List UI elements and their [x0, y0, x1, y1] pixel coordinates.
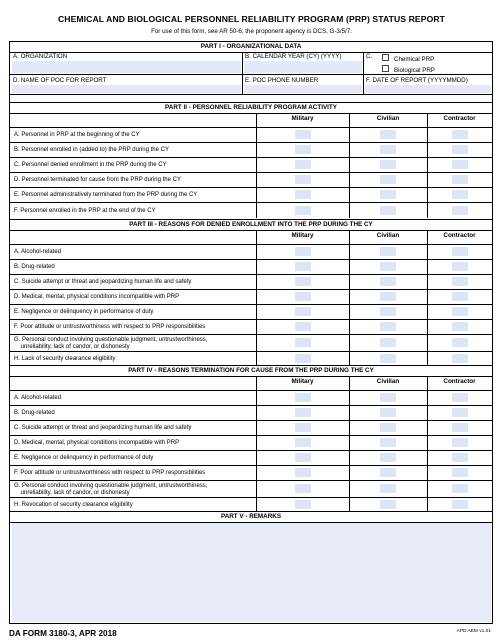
chemical-prp-checkbox[interactable]	[382, 54, 389, 61]
count-field-contractor[interactable]	[452, 262, 468, 271]
count-field-civilian[interactable]	[380, 468, 396, 477]
row-label: E. Negligence or delinquency in performance of duty	[14, 455, 154, 462]
remarks-field[interactable]	[12, 523, 491, 622]
row-label: D. Medical, mental, physical conditions incompatible with PRP	[14, 294, 180, 301]
row-label: D. Medical, mental, physical conditions incompatible with PRP	[14, 440, 180, 447]
count-field-military[interactable]	[295, 393, 311, 402]
poc-phone-label: E. POC PHONE NUMBER	[245, 77, 319, 84]
count-field-military[interactable]	[295, 307, 311, 316]
count-field-contractor[interactable]	[452, 130, 468, 139]
count-field-contractor[interactable]	[452, 190, 468, 199]
row-label: D. Personnel terminated for cause from the PRP during the CY	[14, 177, 181, 184]
count-field-contractor[interactable]	[452, 408, 468, 417]
row-label: E. Personnel administratively terminated from the PRP during the CY	[14, 192, 198, 199]
organization-field[interactable]	[12, 61, 241, 73]
count-field-civilian[interactable]	[380, 338, 396, 347]
report-date-field[interactable]	[365, 85, 491, 93]
column-header-military: Military	[291, 232, 314, 239]
count-field-contractor[interactable]	[452, 175, 468, 184]
count-field-civilian[interactable]	[380, 277, 396, 286]
count-field-military[interactable]	[295, 247, 311, 256]
count-field-military[interactable]	[295, 262, 311, 271]
row-label: F. Poor attitude or untrustworthiness with respect to PRP responsibilities	[14, 470, 206, 477]
form-id: DA FORM 3180-3, APR 2018	[9, 629, 117, 638]
row-label: B. Drug-related	[14, 410, 55, 417]
prp-type-label: C.	[366, 53, 373, 60]
count-field-contractor[interactable]	[452, 484, 468, 493]
row-label: H. Lack of security clearance eligibility	[14, 355, 116, 362]
row-label: B. Personnel enrolled in (added to) the PRP during the CY	[14, 147, 169, 154]
count-field-contractor[interactable]	[452, 468, 468, 477]
count-field-contractor[interactable]	[452, 160, 468, 169]
column-header-military: Military	[291, 378, 314, 385]
count-field-contractor[interactable]	[452, 393, 468, 402]
count-field-civilian[interactable]	[380, 408, 396, 417]
count-field-contractor[interactable]	[452, 206, 468, 215]
count-field-military[interactable]	[295, 160, 311, 169]
row-label: F. Poor attitude or untrustworthiness with respect to PRP responsibilities	[14, 324, 206, 331]
count-field-military[interactable]	[295, 438, 311, 447]
count-field-civilian[interactable]	[380, 247, 396, 256]
column-header-civilian: Civilian	[376, 232, 400, 239]
row-label: A. Alcohol-related	[14, 395, 62, 402]
count-field-civilian[interactable]	[380, 190, 396, 199]
count-field-civilian[interactable]	[380, 322, 396, 331]
count-field-contractor[interactable]	[452, 438, 468, 447]
count-field-civilian[interactable]	[380, 354, 396, 363]
count-field-civilian[interactable]	[380, 175, 396, 184]
count-field-civilian[interactable]	[380, 423, 396, 432]
row-label: B. Drug-related	[14, 264, 55, 271]
count-field-military[interactable]	[295, 338, 311, 347]
count-field-civilian[interactable]	[380, 453, 396, 462]
count-field-military[interactable]	[295, 292, 311, 301]
count-field-military[interactable]	[295, 484, 311, 493]
count-field-military[interactable]	[295, 277, 311, 286]
organization-label: A. ORGANIZATION	[13, 53, 68, 60]
part5-header: PART V - REMARKS	[10, 511, 492, 523]
count-field-civilian[interactable]	[380, 292, 396, 301]
part3-header: PART III - REASONS FOR DENIED ENROLLMENT INTO THE PRP DURING THE CY	[10, 219, 492, 231]
biological-prp-label: Biological PRP	[394, 67, 435, 74]
count-field-civilian[interactable]	[380, 500, 396, 509]
count-field-military[interactable]	[295, 322, 311, 331]
column-header-military: Military	[291, 115, 314, 122]
column-header-contractor: Contractor	[443, 232, 476, 239]
biological-prp-checkbox[interactable]	[382, 65, 389, 72]
part4-header: PART IV - REASONS TERMINATION FOR CAUSE FROM THE PRP DURING THE CY	[10, 365, 492, 377]
count-field-contractor[interactable]	[452, 292, 468, 301]
count-field-civilian[interactable]	[380, 206, 396, 215]
count-field-contractor[interactable]	[452, 338, 468, 347]
count-field-contractor[interactable]	[452, 145, 468, 154]
column-header-contractor: Contractor	[443, 115, 476, 122]
row-label: A. Alcohol-related	[14, 249, 62, 256]
count-field-contractor[interactable]	[452, 453, 468, 462]
form-body	[9, 41, 493, 624]
chemical-prp-label: Chemical PRP	[394, 56, 435, 63]
row-label: F. Personnel enrolled in the PRP at the end of the CY	[14, 207, 156, 214]
form-version: APD AEM v1.01	[456, 629, 491, 634]
count-field-civilian[interactable]	[380, 130, 396, 139]
count-field-civilian[interactable]	[380, 160, 396, 169]
calendar-year-label: B. CALENDAR YEAR (CY) (YYYY)	[245, 53, 342, 60]
count-field-contractor[interactable]	[452, 247, 468, 256]
column-header-civilian: Civilian	[376, 378, 400, 385]
column-header-contractor: Contractor	[443, 378, 476, 385]
count-field-military[interactable]	[295, 130, 311, 139]
column-header-civilian: Civilian	[376, 115, 400, 122]
poc-name-label: D. NAME OF POC FOR REPORT	[13, 77, 107, 84]
count-field-military[interactable]	[295, 206, 311, 215]
calendar-year-field[interactable]	[244, 61, 362, 73]
count-field-contractor[interactable]	[452, 423, 468, 432]
count-field-civilian[interactable]	[380, 484, 396, 493]
count-field-military[interactable]	[295, 190, 311, 199]
poc-name-field[interactable]	[12, 85, 241, 93]
count-field-contractor[interactable]	[452, 277, 468, 286]
count-field-contractor[interactable]	[452, 307, 468, 316]
count-field-civilian[interactable]	[380, 307, 396, 316]
count-field-military[interactable]	[295, 468, 311, 477]
count-field-military[interactable]	[295, 500, 311, 509]
form-title: CHEMICAL AND BIOLOGICAL PERSONNEL RELIABILITY PROGRAM (PRP) STATUS REPORT	[57, 14, 446, 24]
row-label: C. Suicide attempt or threat and jeopardizing human life and safety	[14, 279, 192, 286]
count-field-contractor[interactable]	[452, 500, 468, 509]
poc-phone-field[interactable]	[244, 85, 362, 93]
row-label: E. Negligence or delinquency in performance of duty	[14, 309, 154, 316]
form-subtitle: For use of this form, see AR 50-6; the proponent agency is DCS, G-3/5/7.	[151, 28, 352, 35]
count-field-military[interactable]	[295, 175, 311, 184]
row-label: G. Personal conduct involving questionable judgment, untrustworthiness, unreliability, lack of candor, or dishonesty	[14, 337, 208, 350]
count-field-military[interactable]	[295, 354, 311, 363]
row-label: A. Personnel in PRP at the beginning of the CY	[14, 132, 140, 139]
row-label: H. Revocation of security clearance eligibility	[14, 501, 133, 508]
count-field-contractor[interactable]	[452, 322, 468, 331]
count-field-military[interactable]	[295, 453, 311, 462]
count-field-civilian[interactable]	[380, 145, 396, 154]
report-date-label: F. DATE OF REPORT (YYYYMMDD)	[366, 77, 468, 84]
part2-header: PART II - PERSONNEL RELIABILITY PROGRAM ACTIVITY	[10, 102, 492, 114]
count-field-military[interactable]	[295, 408, 311, 417]
row-label: C. Suicide attempt or threat and jeopardizing human life and safety	[14, 425, 192, 432]
count-field-military[interactable]	[295, 423, 311, 432]
count-field-civilian[interactable]	[380, 262, 396, 271]
count-field-contractor[interactable]	[452, 354, 468, 363]
count-field-civilian[interactable]	[380, 393, 396, 402]
count-field-military[interactable]	[295, 145, 311, 154]
row-label: C. Personnel denied enrollment in the PRP during the CY	[14, 162, 167, 169]
count-field-civilian[interactable]	[380, 438, 396, 447]
part1-header: PART I - ORGANIZATIONAL DATA	[10, 42, 492, 53]
row-label: G. Personal conduct involving questionable judgment, untrustworthiness, unreliability, lack of candor, or dishonesty	[14, 483, 208, 496]
